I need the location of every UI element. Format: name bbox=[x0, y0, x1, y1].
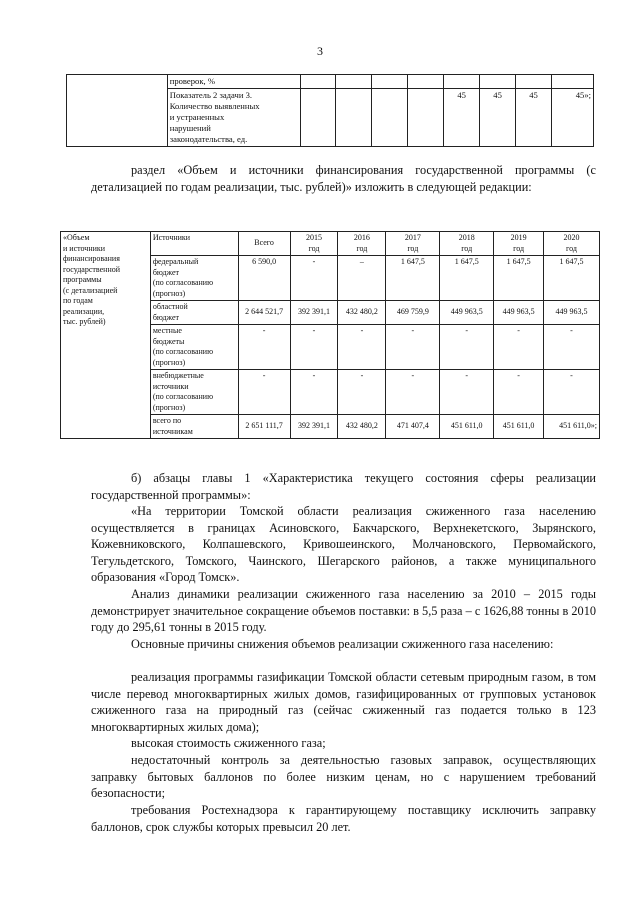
table-cell: 449 963,5 bbox=[440, 301, 494, 325]
total-cell: - bbox=[238, 370, 290, 415]
total-cell: 2 644 521,7 bbox=[238, 301, 290, 325]
table-cell: 451 611,0 bbox=[440, 415, 494, 439]
indicator-value: 45 bbox=[480, 89, 516, 147]
table-cell: 471 407,4 bbox=[386, 415, 440, 439]
body-paragraph: «На территории Томской области реализация сжиженного газа населению осуществляется в границах Асиновского, Бакчарского, Верхнекетского, Зырянского, Кожевниковского, Колпашевского, Кривошеинского, Молчановского, Первомайского, Тегульдетского, Томского, Чаинского, Шегарского районов, а также муниципального образования «Город Томск». bbox=[91, 504, 596, 584]
financing-label: «Объем и источники финансирования государственной программы (с детализацией по годам реализации, тыс. рублей) bbox=[61, 232, 151, 439]
total-cell: 2 651 111,7 bbox=[238, 415, 290, 439]
page-number: 3 bbox=[317, 44, 323, 58]
indicator-value: 45 bbox=[516, 89, 552, 147]
column-header-sources: Источники bbox=[150, 232, 238, 256]
body-paragraph: Анализ динамики реализации сжиженного газа населению за 2010 – 2015 годы демонстрирует значительное сокращение объемов поставки: в 5,5 раза – с 1626,88 тонны в 2010 году до 295,61 тонны в 2015 году. bbox=[91, 587, 596, 634]
table-cell: - bbox=[440, 325, 494, 370]
indicator-label: Показатель 2 задачи 3. Количество выявленных и устраненных нарушений законодательства, ед. bbox=[167, 89, 300, 147]
table-cell: 469 759,9 bbox=[386, 301, 440, 325]
table-cell: - bbox=[440, 370, 494, 415]
column-header-year: 2017 год bbox=[386, 232, 440, 256]
body-paragraph: б) абзацы главы 1 «Характеристика текущего состояния сферы реализации государственной программы»: bbox=[91, 471, 596, 502]
table-cell: - bbox=[338, 325, 386, 370]
table-cell: 451 611,0»; bbox=[544, 415, 600, 439]
table-cell: - bbox=[386, 370, 440, 415]
total-cell: 6 590,0 bbox=[238, 256, 290, 301]
table-row bbox=[67, 75, 594, 89]
table-cell: 432 480,2 bbox=[338, 415, 386, 439]
indicators-table bbox=[66, 74, 594, 147]
table-cell: 1 647,5 bbox=[440, 256, 494, 301]
table-cell: 432 480,2 bbox=[338, 301, 386, 325]
table-header-row bbox=[61, 232, 600, 256]
intro-paragraph: раздел «Объем и источники финансирования государственной программы (с детализацией по годам реализации, тыс. рублей)» изложить в следующей редакции: bbox=[91, 163, 596, 194]
body-paragraph: требования Ростехнадзора к гарантирующему поставщику исключить заправку баллонов, срок службы которых превысил 20 лет. bbox=[91, 803, 596, 834]
column-header-year: 2019 год bbox=[494, 232, 544, 256]
table-cell: 392 391,1 bbox=[290, 301, 338, 325]
column-header-year: 2018 год bbox=[440, 232, 494, 256]
table-cell: - bbox=[386, 325, 440, 370]
source-label: федеральный бюджет (по согласованию (прогноз) bbox=[150, 256, 238, 301]
indicator-value: 45»; bbox=[552, 89, 594, 147]
source-label: областной бюджет bbox=[150, 301, 238, 325]
table-cell: - bbox=[494, 370, 544, 415]
table-cell: 392 391,1 bbox=[290, 415, 338, 439]
source-label: внебюджетные источники (по согласованию (прогноз) bbox=[150, 370, 238, 415]
body-paragraph: недостаточный контроль за деятельностью газовых заправок, осуществляющих заправку бытовых баллонов по более низким ценам, но с нарушением требований безопасности; bbox=[91, 753, 596, 800]
table-cell: - bbox=[290, 370, 338, 415]
table-cell: 1 647,5 bbox=[386, 256, 440, 301]
table-cell: – bbox=[338, 256, 386, 301]
table-cell: 449 963,5 bbox=[544, 301, 600, 325]
table-cell: 451 611,0 bbox=[494, 415, 544, 439]
body-paragraph: Основные причины снижения объемов реализации сжиженного газа населению: bbox=[131, 637, 554, 651]
column-header-year: 2016 год bbox=[338, 232, 386, 256]
column-header-year: 2015 год bbox=[290, 232, 338, 256]
source-label: всего по источникам bbox=[150, 415, 238, 439]
table-cell: - bbox=[544, 370, 600, 415]
body-paragraph: высокая стоимость сжиженного газа; bbox=[131, 736, 326, 750]
source-label: местные бюджеты (по согласованию (прогноз) bbox=[150, 325, 238, 370]
table-cell: 1 647,5 bbox=[544, 256, 600, 301]
table-cell: 1 647,5 bbox=[494, 256, 544, 301]
indicator-label: проверок, % bbox=[167, 75, 300, 89]
body-paragraph: реализация программы газификации Томской области сетевым природным газом, в том числе перевод многоквартирных жилых домов, газифицированных от групповых установок сжиженного газа на природный газ (сейчас сжиженный газ подается только в 123 многоквартирных жилых дома); bbox=[91, 670, 596, 734]
table-cell: - bbox=[338, 370, 386, 415]
table-cell: - bbox=[544, 325, 600, 370]
table-cell: - bbox=[494, 325, 544, 370]
indicator-value: 45 bbox=[444, 89, 480, 147]
table-cell: 449 963,5 bbox=[494, 301, 544, 325]
table-cell: - bbox=[290, 256, 338, 301]
column-header-total: Всего bbox=[238, 232, 290, 256]
column-header-year: 2020 год bbox=[544, 232, 600, 256]
table-cell: - bbox=[290, 325, 338, 370]
financing-table bbox=[60, 231, 600, 439]
total-cell: - bbox=[238, 325, 290, 370]
